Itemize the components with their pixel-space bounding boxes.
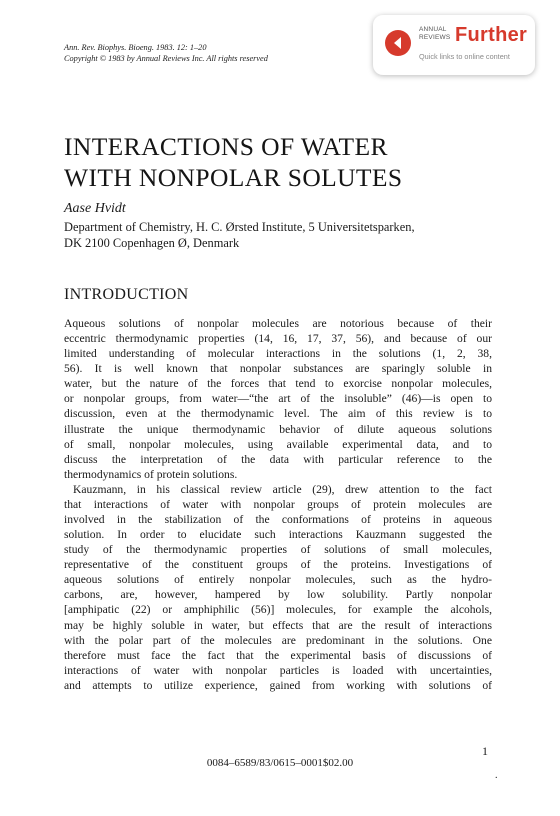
journal-citation: Ann. Rev. Biophys. Bioeng. 1983. 12: 1–20 xyxy=(64,43,207,52)
further-links-badge[interactable] xyxy=(373,15,535,75)
article-title: INTERACTIONS OF WATER WITH NONPOLAR SOLUTES xyxy=(64,132,403,192)
body-line: limited understanding of molecular interactions in the solutions (1, 2, 38, xyxy=(64,347,492,361)
body-line: water, but the nature of the forces that tend to exorcise nonpolar molecules, xyxy=(64,377,492,391)
body-line: representative of the constituent groups of the proteins. Investigations of xyxy=(64,558,492,572)
body-line: that interactions of water with nonpolar groups of protein molecules are xyxy=(64,497,492,511)
badge-tagline: Quick links to online content xyxy=(419,52,510,61)
body-line: involved in the stabilization of the conformations of proteins in aqueous xyxy=(64,513,492,527)
author-name: Aase Hvidt xyxy=(64,201,126,216)
body-line: discuss the interpretation of the data with particular reference to the xyxy=(64,452,492,466)
body-line: and attempts to utilize experience, gained from working with solutions of xyxy=(64,678,492,692)
body-line: Aqueous solutions of nonpolar molecules are notorious because of their xyxy=(64,317,492,330)
play-arrow-icon xyxy=(385,30,411,56)
body-line: Kauzmann, in his classical review article (29), drew attention to the fact xyxy=(73,482,492,496)
body-text xyxy=(64,316,492,693)
copyright-notice: Copyright © 1983 by Annual Reviews Inc. All rights reserved xyxy=(64,54,268,63)
body-line: or nonpolar groups, from water—“the art of the insoluble” (46)—is open to xyxy=(64,392,492,406)
body-line: study of the thermodynamic properties of solutions of small molecules, xyxy=(64,543,492,557)
annual-reviews-wordmark: ANNUAL REVIEWS xyxy=(419,26,451,41)
body-line: [amphipatic (22) or amphiphilic (56)] molecules, for example the alcohols, xyxy=(64,603,492,617)
section-heading: INTRODUCTION xyxy=(64,286,189,303)
body-line: carbons, are, however, hampered by low solubility. Partly nonpolar xyxy=(64,588,492,602)
body-line: illustrate the unique thermodynamic behavior of dilute aqueous solutions xyxy=(64,422,492,436)
further-label: Further xyxy=(455,24,528,46)
body-line: discussion, even at the thermodynamic level. The aim of this review is to xyxy=(64,407,492,421)
page-number: 1 xyxy=(482,744,488,758)
body-line: therefore must face the fact that the experimental basis of discussions of xyxy=(64,648,492,662)
body-line: with the polar part of the molecules are predominant in the solutions. One xyxy=(64,633,492,647)
body-line: eccentric thermodynamic properties (14, 16, 17, 37, 56), and because of our xyxy=(64,332,492,346)
author-affiliation: Department of Chemistry, H. C. Ørsted Institute, 5 Universitetsparken, DK 2100 Copenhagen Ø, Denmark xyxy=(64,220,415,250)
body-line: thermodynamics of protein solutions. xyxy=(64,467,238,481)
body-line: may be highly soluble in water, but effects that are the result of interactions xyxy=(64,618,492,632)
body-line: solution. In order to elucidate such interactions Kauzmann suggested the xyxy=(64,528,492,542)
stray-mark: . xyxy=(495,770,498,781)
running-header xyxy=(64,42,268,64)
body-line: interactions of water with nonpolar particles is loaded with uncertainties, xyxy=(64,663,492,677)
body-line: 56). It is well known that nonpolar substances are sparingly soluble in xyxy=(64,362,492,376)
body-line: of small, nonpolar molecules, using available experimental data, and to xyxy=(64,437,492,451)
footer-code: 0084–6589/83/0615–0001$02.00 xyxy=(206,757,354,769)
body-line: aqueous solutions of entirely nonpolar molecules, such as the hydro- xyxy=(64,573,492,587)
